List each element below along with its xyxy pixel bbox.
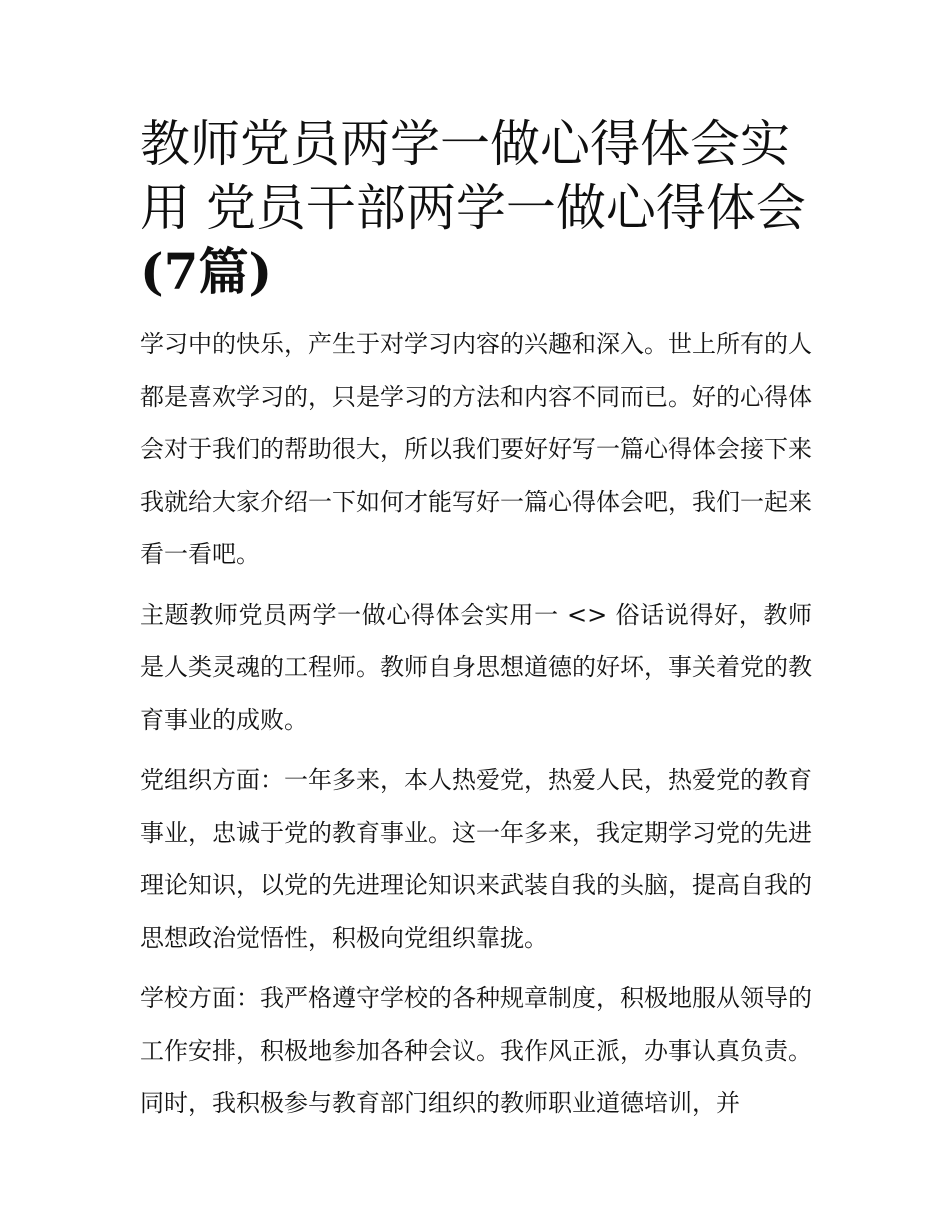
document-content <box>140 112 812 1138</box>
title-line-2: 用 党员干部两学一做心得体会 <box>140 179 806 237</box>
document-title <box>140 112 812 304</box>
paragraph-theme: 主题教师党员两学一做心得体会实用一 <> 俗话说得好，教师是人类灵魂的工程师。教师自身思想道德的好坏，事关着党的教育事业的成败。 <box>140 600 812 734</box>
title-line-1: 教师党员两学一做心得体会实 <box>140 115 790 173</box>
paragraph-school: 学校方面：我严格遵守学校的各种规章制度，积极地服从领导的工作安排，积极地参加各种会议。我作风正派，办事认真负责。同时，我积极参与教育部门组织的教师职业道德培训，并 <box>140 984 812 1117</box>
paragraph-party-organization: 党组织方面：一年多来，本人热爱党，热爱人民，热爱党的教育事业，忠诚于党的教育事业。这一年多来，我定期学习党的先进理论知识，以党的先进理论知识来武装自我的头脑，提高自我的思想政治觉悟性，积极向党组织靠拢。 <box>140 766 812 952</box>
title-line-3: (7篇) <box>140 242 273 301</box>
paragraph-intro: 学习中的快乐，产生于对学习内容的兴趣和深入。世上所有的人都是喜欢学习的，只是学习的方法和内容不同而已。好的心得体会对于我们的帮助很大，所以我们要好好写一篇心得体会接下来我就给大家介绍一下如何才能写好一篇心得体会吧，我们一起来看一看吧。 <box>140 330 812 568</box>
